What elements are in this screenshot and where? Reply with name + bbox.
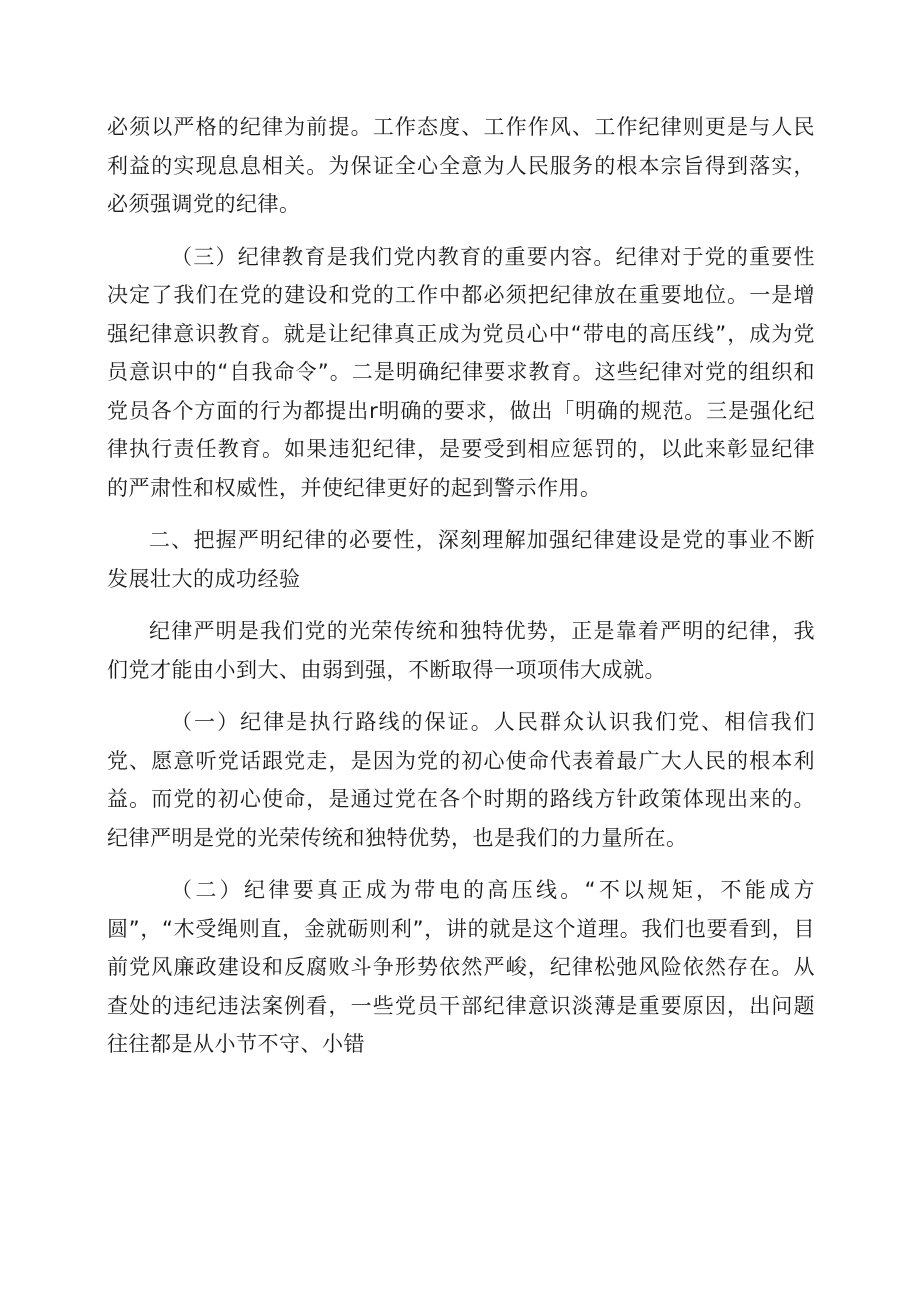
paragraph-section-two: （二）纪律要真正成为带电的高压线。“不以规矩，不能成方圆”，“木受绳则直，金就砺则利”，讲的就是这个道理。我们也要看到，目前党风廉政建设和反腐败斗争形势依然严峻，纪律松弛风险依然存在。从查处的违纪违法案例看，一些党员干部纪律意识淡薄是重要原因，出问题往往都是从小节不守、小错 (107, 878, 815, 1056)
paragraph-section-three: （三）纪律教育是我们党内教育的重要内容。纪律对于党的重要性决定了我们在党的建设和党的工作中都必须把纪律放在重要地位。一是增强纪律意识教育。就是让纪律真正成为党员心中“带电的高压线”，成为党员意识中的“自我命令”。二是明确纪律要求教育。这些纪律对党的组织和党员各个方面的行为都提出r明确的要求，做出「明确的规范。三是强化纪律执行责任教育。如果违犯纪律，是要受到相应惩罚的，以此来彰显纪律的严肃性和权威性，并使纪律更好的起到警示作用。 (107, 244, 815, 500)
paragraph-intro: 纪律严明是我们党的光荣传统和独特优势，正是靠着严明的纪律，我们党才能由小到大、由弱到强，不断取得一项项伟大成就。 (107, 619, 815, 682)
paragraph-section-one: （一）纪律是执行路线的保证。人民群众认识我们党、相信我们党、愿意听党话跟党走，是因为党的初心使命代表着最广大人民的根本利益。而党的初心使命，是通过党在各个时期的路线方针政策体现出来的。纪律严明是党的光荣传统和独特优势，也是我们的力量所在。 (107, 710, 815, 850)
document-body (107, 108, 815, 1064)
paragraph-continuation: 必须以严格的纪律为前提。工作态度、工作作风、工作纪律则更是与人民利益的实现息息相关。为保证全心全意为人民服务的根本宗旨得到落实，必须强调党的纪律。 (107, 115, 815, 216)
section-heading-two: 二、把握严明纪律的必要性，深刻理解加强纪律建设是党的事业不断发展壮大的成功经验 (107, 528, 815, 591)
